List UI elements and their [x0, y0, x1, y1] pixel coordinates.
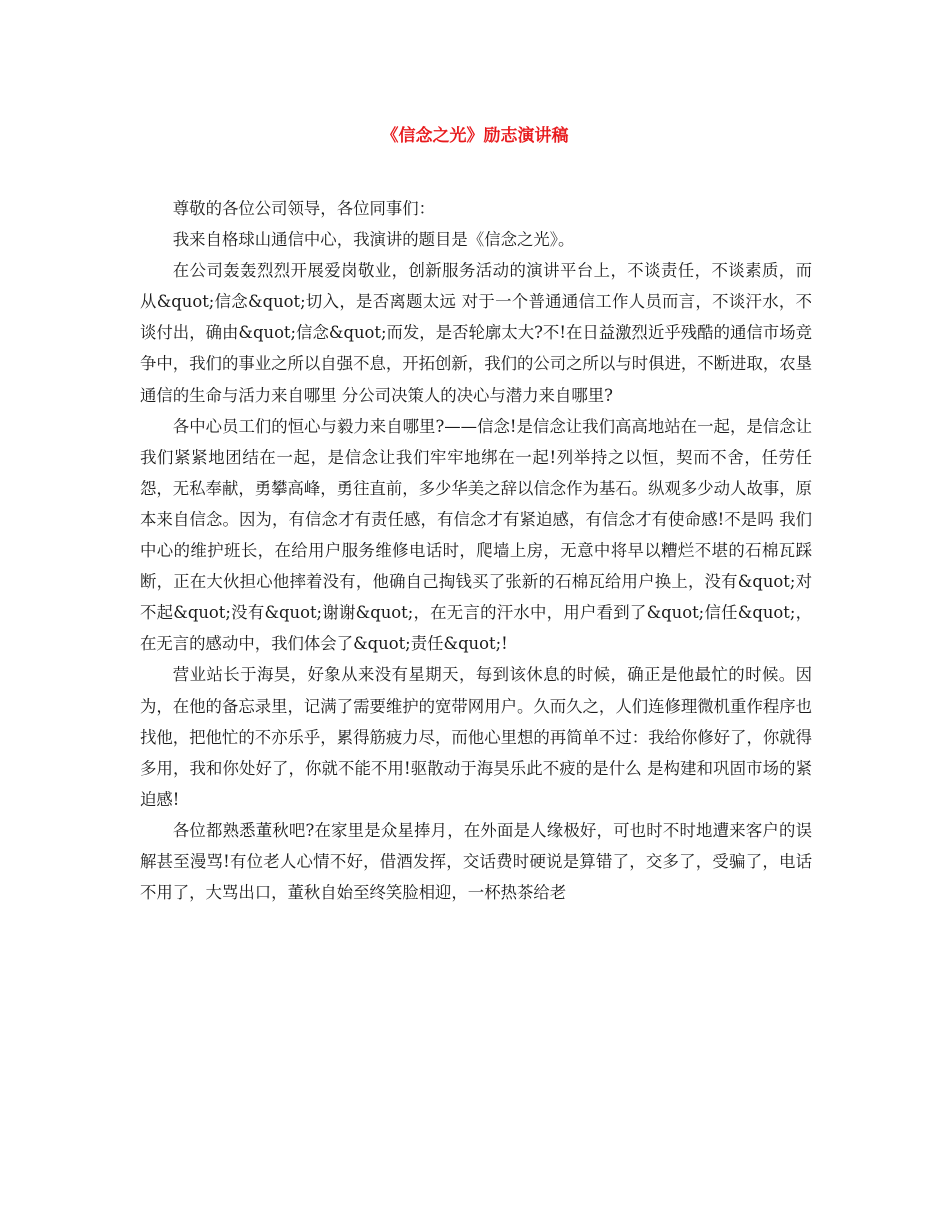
- paragraph-greeting: 尊敬的各位公司领导，各位同事们：: [172, 199, 436, 218]
- paragraph-story-dongqiu: 各位都熟悉董秋吧?在家里是众星捧月，在外面是人缘极好，可也时不时地遭来客户的误解甚至漫骂!有位老人心情不好，借酒发挥，交话费时硬说是算错了，交多了，受骗了，电话不用了，大骂出口，董秋自始至终笑脸相迎，一杯热茶给老: [140, 820, 812, 903]
- paragraph-story-haihao: 营业站长于海昊，好象从来没有星期天，每到该休息的时候，确正是他最忙的时候。因为，在他的备忘录里，记满了需要维护的宽带网用户。久而久之，人们连修理微机重作程序也找他，把他忙的不亦乐乎，累得筋疲力尽，而他心里想的再简单不过：我给你修好了，你就得多用，我和你处好了，你就不能不用!驱散动于海昊乐此不疲的是什么 是构建和巩固市场的紧迫感!: [140, 665, 813, 809]
- document-body: [140, 193, 812, 908]
- paragraph-theme: 在公司轰轰烈烈开展爱岗敬业，创新服务活动的演讲平台上，不谈责任，不谈素质，而从&quot;信念&quot;切入，是否离题太远 对于一个普通通信工作人员而言，不谈汗水，不谈付出，确由&quot;信念&quot;而发，是否轮廓太大?不!在日益激烈近乎残酷的通信市场竞争中，我们的事业之所以自强不息，开拓创新，我们的公司之所以与时俱进，不断进取，农垦通信的生命与活力来自哪里 分公司决策人的决心与潜力来自哪里?: [140, 261, 813, 405]
- paragraph-belief: 各中心员工们的恒心与毅力来自哪里?——信念!是信念让我们高高地站在一起，是信念让我们紧紧地团结在一起，是信念让我们牢牢地绑在一起!列举持之以恒，契而不舍，任劳任怨，无私奉献，勇攀高峰，勇往直前，多少华美之辞以信念作为基石。纵观多少动人故事，原本来自信念。因为，有信念才有责任感，有信念才有紧迫感，有信念才有使命感!不是吗 我们中心的维护班长，在给用户服务维修电话时，爬墙上房，无意中将早以糟烂不堪的石棉瓦踩断，正在大伙担心他摔着没有，他确自己掏钱买了张新的石棉瓦给用户换上，没有&quot;对不起&quot;没有&quot;谢谢&quot;，在无言的汗水中，用户看到了&quot;信任&quot;，在无言的感动中，我们体会了&quot;责任&quot;!: [140, 416, 813, 654]
- document-title: 《信念之光》励志演讲稿: [381, 126, 569, 146]
- paragraph-intro: 我来自格球山通信中心，我演讲的题目是《信念之光》。: [172, 230, 575, 250]
